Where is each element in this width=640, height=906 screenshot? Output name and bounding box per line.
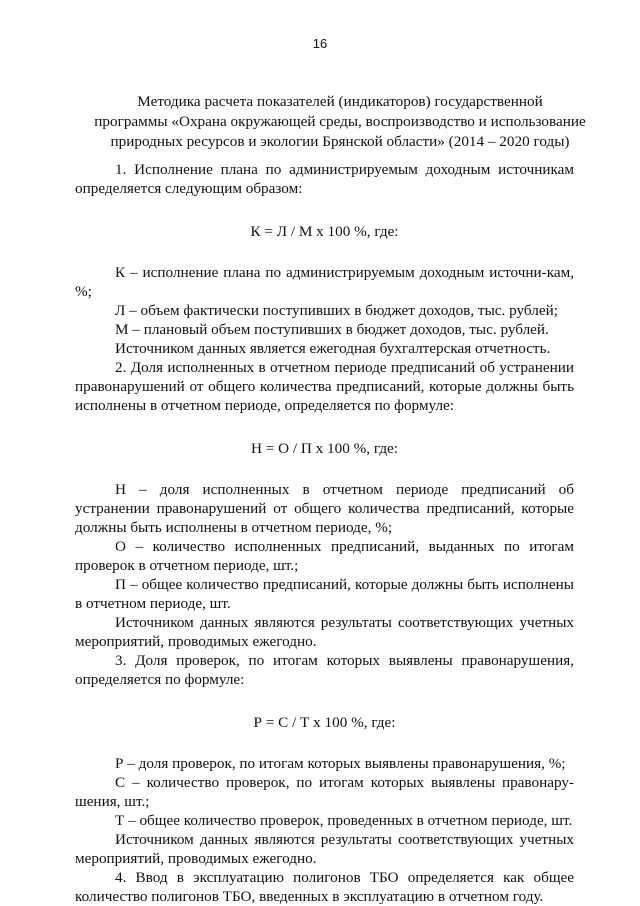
definition-n: Н – доля исполненных в отчетном периоде предписаний об устранении правонарушений от общего количества предписаний, которые должны быть исполнены в отчетном периоде, %;	[75, 481, 574, 536]
formula-k: К = Л / М х 100 %, где:	[250, 223, 399, 240]
title-line-1: Методика расчета показателей (индикаторов) государственной	[137, 93, 543, 110]
data-source-3: Источником данных являются результаты соответствующих учетных мероприятий, проводимых ежегодно.	[75, 831, 574, 867]
paragraph-3: 3. Доля проверок, по итогам которых выявлены правонарушения, определяется по формуле:	[75, 652, 574, 688]
paragraph-4: 4. Ввод в эксплуатацию полигонов ТБО определяется как общее количество полигонов ТБО, введенных в эксплуатацию в отчетном году.	[75, 869, 574, 905]
definition-t: Т – общее количество проверок, проведенных в отчетном периоде, шт.	[115, 812, 573, 829]
title-line-2: программы «Охрана окружающей среды, воспроизводство и использование	[94, 113, 586, 130]
data-source-1: Источником данных является ежегодная бухгалтерская отчетность.	[115, 340, 551, 357]
definition-r: Р – доля проверок, по итогам которых выявлены правонарушения, %;	[115, 755, 566, 772]
paragraph-2: 2. Доля исполненных в отчетном периоде предписаний об устранении правонарушений от общего количества предписаний, которые должны быть исполнены в отчетном периоде, определяется по формуле:	[75, 359, 574, 414]
definition-p: П – общее количество предписаний, которые должны быть исполнены в отчетном периоде, шт.	[75, 576, 574, 612]
document-body	[75, 160, 574, 906]
definition-l: Л – объем фактически поступивших в бюджет доходов, тыс. рублей;	[115, 302, 558, 319]
definition-o: О – количество исполненных предписаний, выданных по итогам проверок в отчетном периоде, шт.;	[75, 538, 574, 574]
formula-r: Р = С / Т х 100 %, где:	[253, 714, 396, 731]
formula-n: Н = О / П х 100 %, где:	[250, 440, 399, 457]
page-number: 16	[312, 36, 328, 51]
definition-c: С – количество проверок, по итогам которых выявлены правонару-шения, шт.;	[75, 774, 574, 810]
paragraph-1: 1. Исполнение плана по администрируемым доходным источникам определяется следующим образом:	[75, 161, 574, 197]
title-line-3: природных ресурсов и экологии Брянской области» (2014 – 2020 годы)	[110, 133, 570, 150]
definition-k: К – исполнение плана по администрируемым доходным источни-кам, %;	[75, 264, 574, 300]
data-source-2: Источником данных являются результаты соответствующих учетных мероприятий, проводимых ежегодно.	[75, 614, 574, 650]
definition-m: М – плановый объем поступивших в бюджет доходов, тыс. рублей.	[115, 321, 549, 338]
document-title	[75, 92, 605, 152]
